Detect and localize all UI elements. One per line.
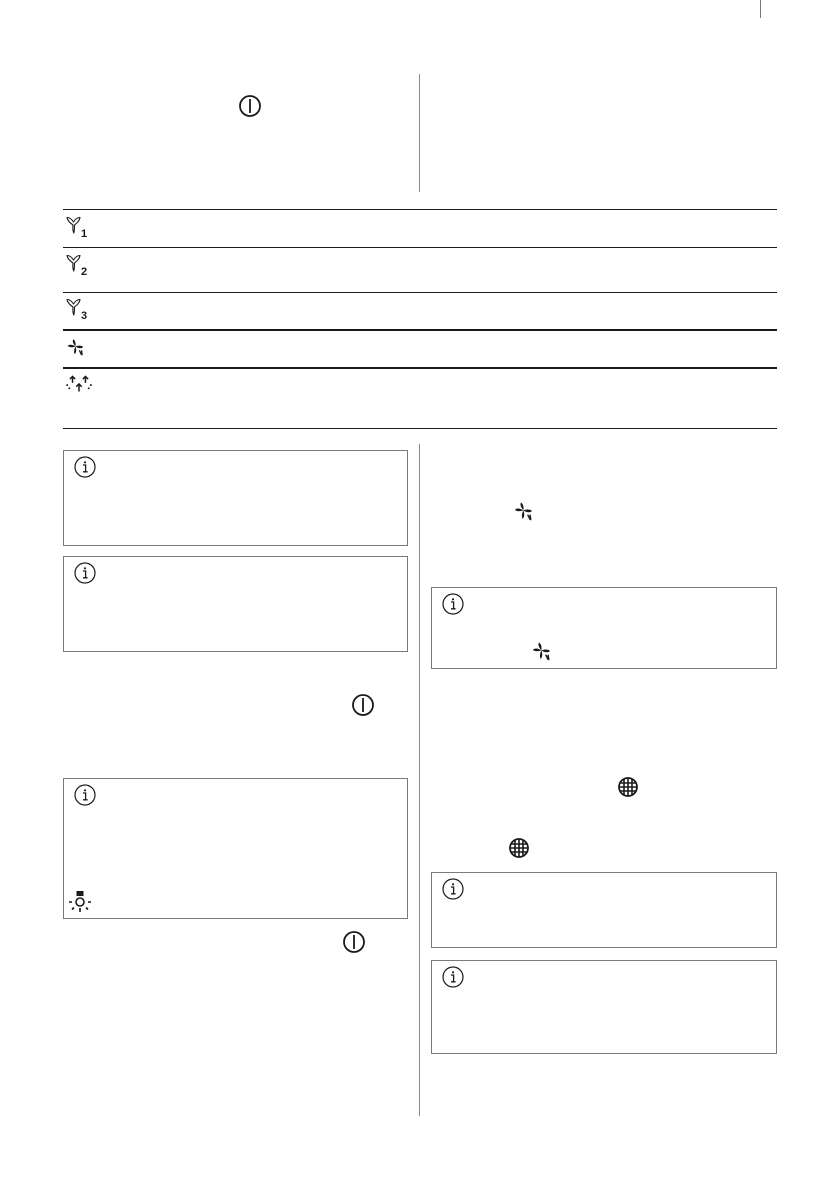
table-rule bbox=[63, 292, 777, 293]
info-icon bbox=[74, 456, 96, 478]
info-icon bbox=[74, 562, 96, 584]
table-rule bbox=[63, 209, 777, 210]
fan-speed-digit: 1 bbox=[81, 228, 88, 238]
table-rule bbox=[63, 428, 777, 429]
breeze-icon bbox=[65, 374, 93, 394]
info-icon bbox=[442, 593, 464, 615]
column-divider bbox=[419, 444, 420, 1116]
info-note bbox=[431, 587, 777, 669]
info-icon bbox=[442, 966, 464, 988]
power-icon bbox=[351, 693, 375, 717]
power-icon bbox=[342, 930, 366, 954]
light-icon bbox=[68, 889, 92, 913]
fan-boost-icon bbox=[66, 337, 86, 357]
info-note bbox=[431, 872, 777, 948]
fan-speed-digit: 2 bbox=[81, 266, 88, 276]
info-note bbox=[431, 960, 777, 1054]
fan-speed-digit: 3 bbox=[81, 310, 88, 320]
column-divider-top bbox=[419, 74, 420, 192]
info-icon bbox=[74, 784, 96, 806]
fan-speed-2-icon bbox=[66, 254, 94, 276]
info-icon bbox=[442, 878, 464, 900]
fan-boost-icon bbox=[531, 640, 553, 662]
filter-grid-icon bbox=[508, 837, 530, 859]
table-rule bbox=[63, 329, 777, 331]
crop-mark bbox=[760, 0, 761, 18]
info-note bbox=[63, 778, 408, 919]
info-note bbox=[63, 450, 408, 546]
table-rule bbox=[63, 367, 777, 369]
fan-speed-1-icon bbox=[66, 216, 94, 238]
info-note bbox=[63, 556, 408, 652]
fan-speed-3-icon bbox=[66, 298, 94, 320]
table-rule bbox=[63, 247, 777, 248]
filter-grid-icon bbox=[617, 776, 639, 798]
fan-boost-icon bbox=[513, 500, 535, 522]
power-icon bbox=[238, 94, 262, 118]
